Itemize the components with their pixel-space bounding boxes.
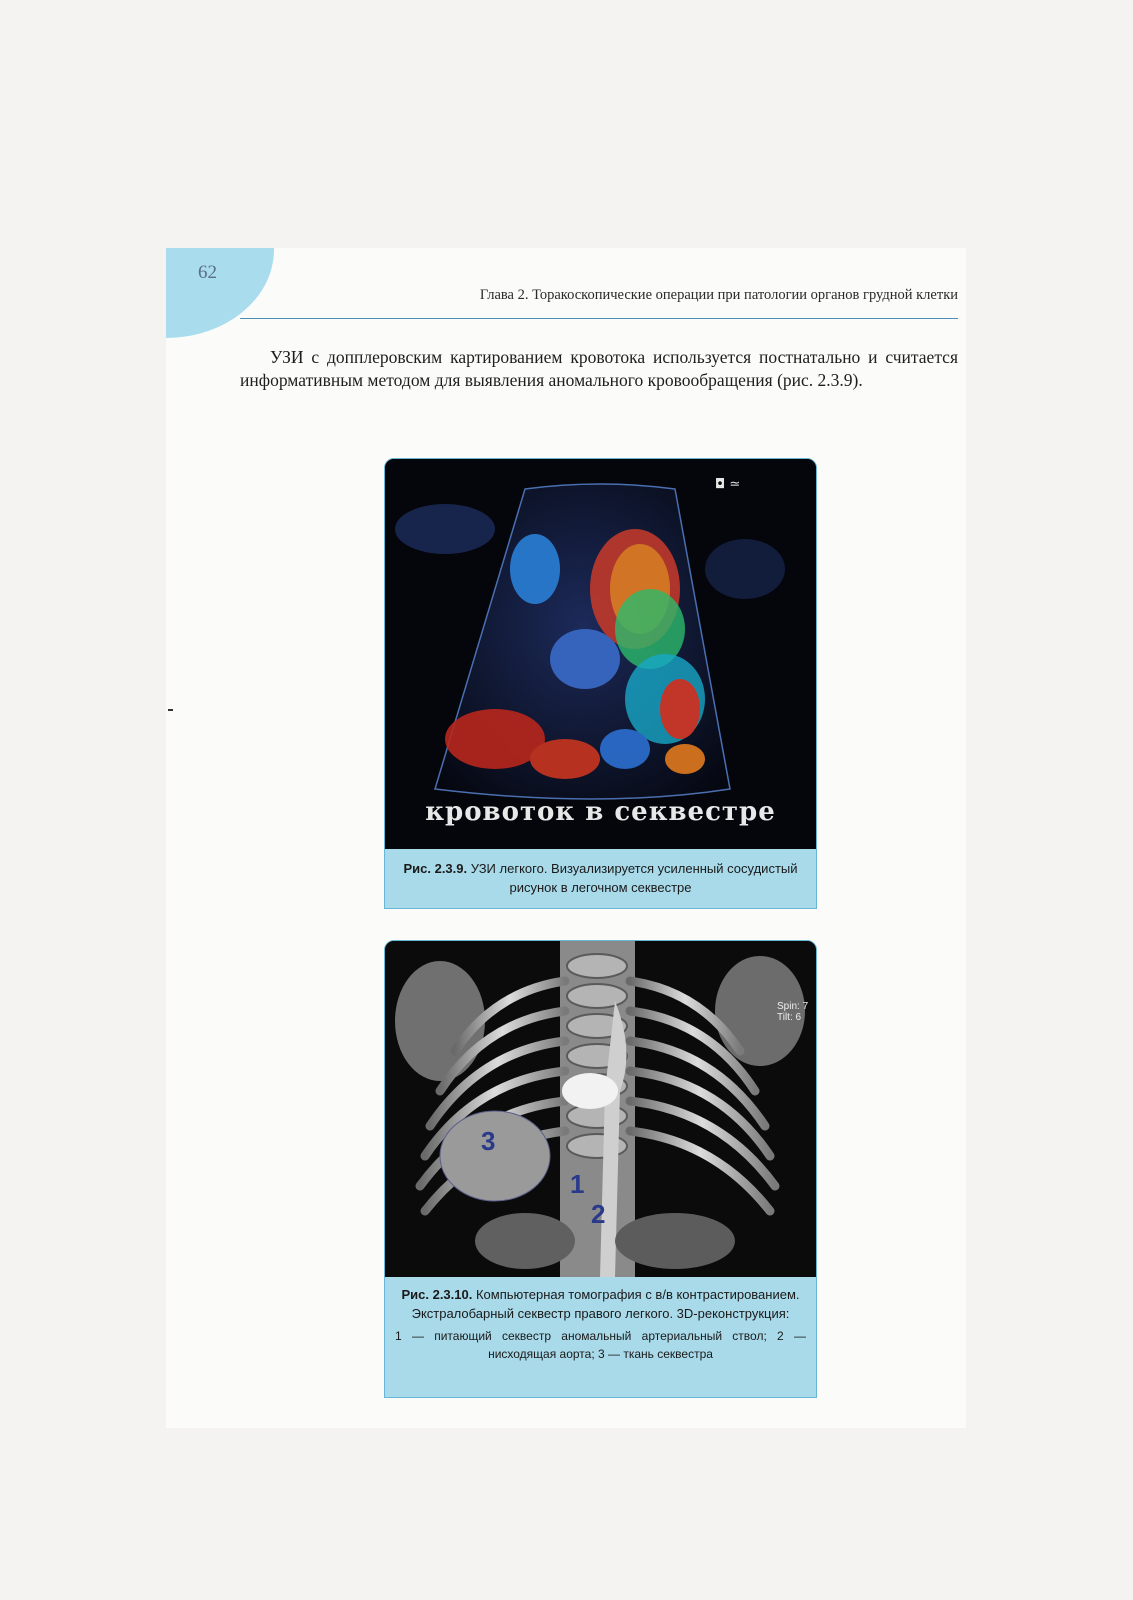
caption-label: Рис. 2.3.10. (401, 1287, 473, 1302)
ultrasound-image (385, 459, 816, 849)
caption-legend: 1 — питающий секвестр аномальный артериальный ствол; 2 — нисходящая аорта; 3 — ткань секвестра (395, 1329, 806, 1361)
figure-caption-2-3-9 (385, 849, 816, 908)
ct-viewer-readout (777, 1001, 808, 1023)
page-number: 62 (198, 262, 217, 283)
figure-ct (384, 940, 817, 1398)
tilt-readout: Tilt: 6 (777, 1012, 802, 1023)
marker-1: 1 (570, 1169, 585, 1199)
header-rule (240, 318, 958, 319)
caption-label: Рис. 2.3.9. (403, 861, 468, 876)
caption-text: УЗИ легкого. Визуализируется усиленный сосудистый рисунок в легочном секвестре (467, 861, 798, 895)
figure-caption-2-3-10 (385, 1277, 816, 1397)
ultrasound-overlay-label: кровоток в секвестре (425, 797, 776, 827)
spin-readout: Spin: 7 (777, 1001, 809, 1012)
ultrasound-mode-indicator: ◘ ≃ (715, 477, 741, 492)
caption-text: Компьютерная томография с в/в контрастированием. Экстралобарный секвестр правого легкого. 3D-реконструкция: (411, 1287, 800, 1321)
marker-2: 2 (591, 1199, 606, 1229)
marker-3: 3 (481, 1126, 496, 1156)
body-paragraph: УЗИ с допплеровским картированием кровотока используется постнатально и считается информативным методом для выявления аномального кровообращения (рис. 2.3.9). (240, 347, 958, 390)
figure-ultrasound (384, 458, 817, 909)
running-title: Глава 2. Торакоскопические операции при патологии органов грудной клетки (479, 287, 958, 303)
scan-speck (168, 709, 173, 711)
